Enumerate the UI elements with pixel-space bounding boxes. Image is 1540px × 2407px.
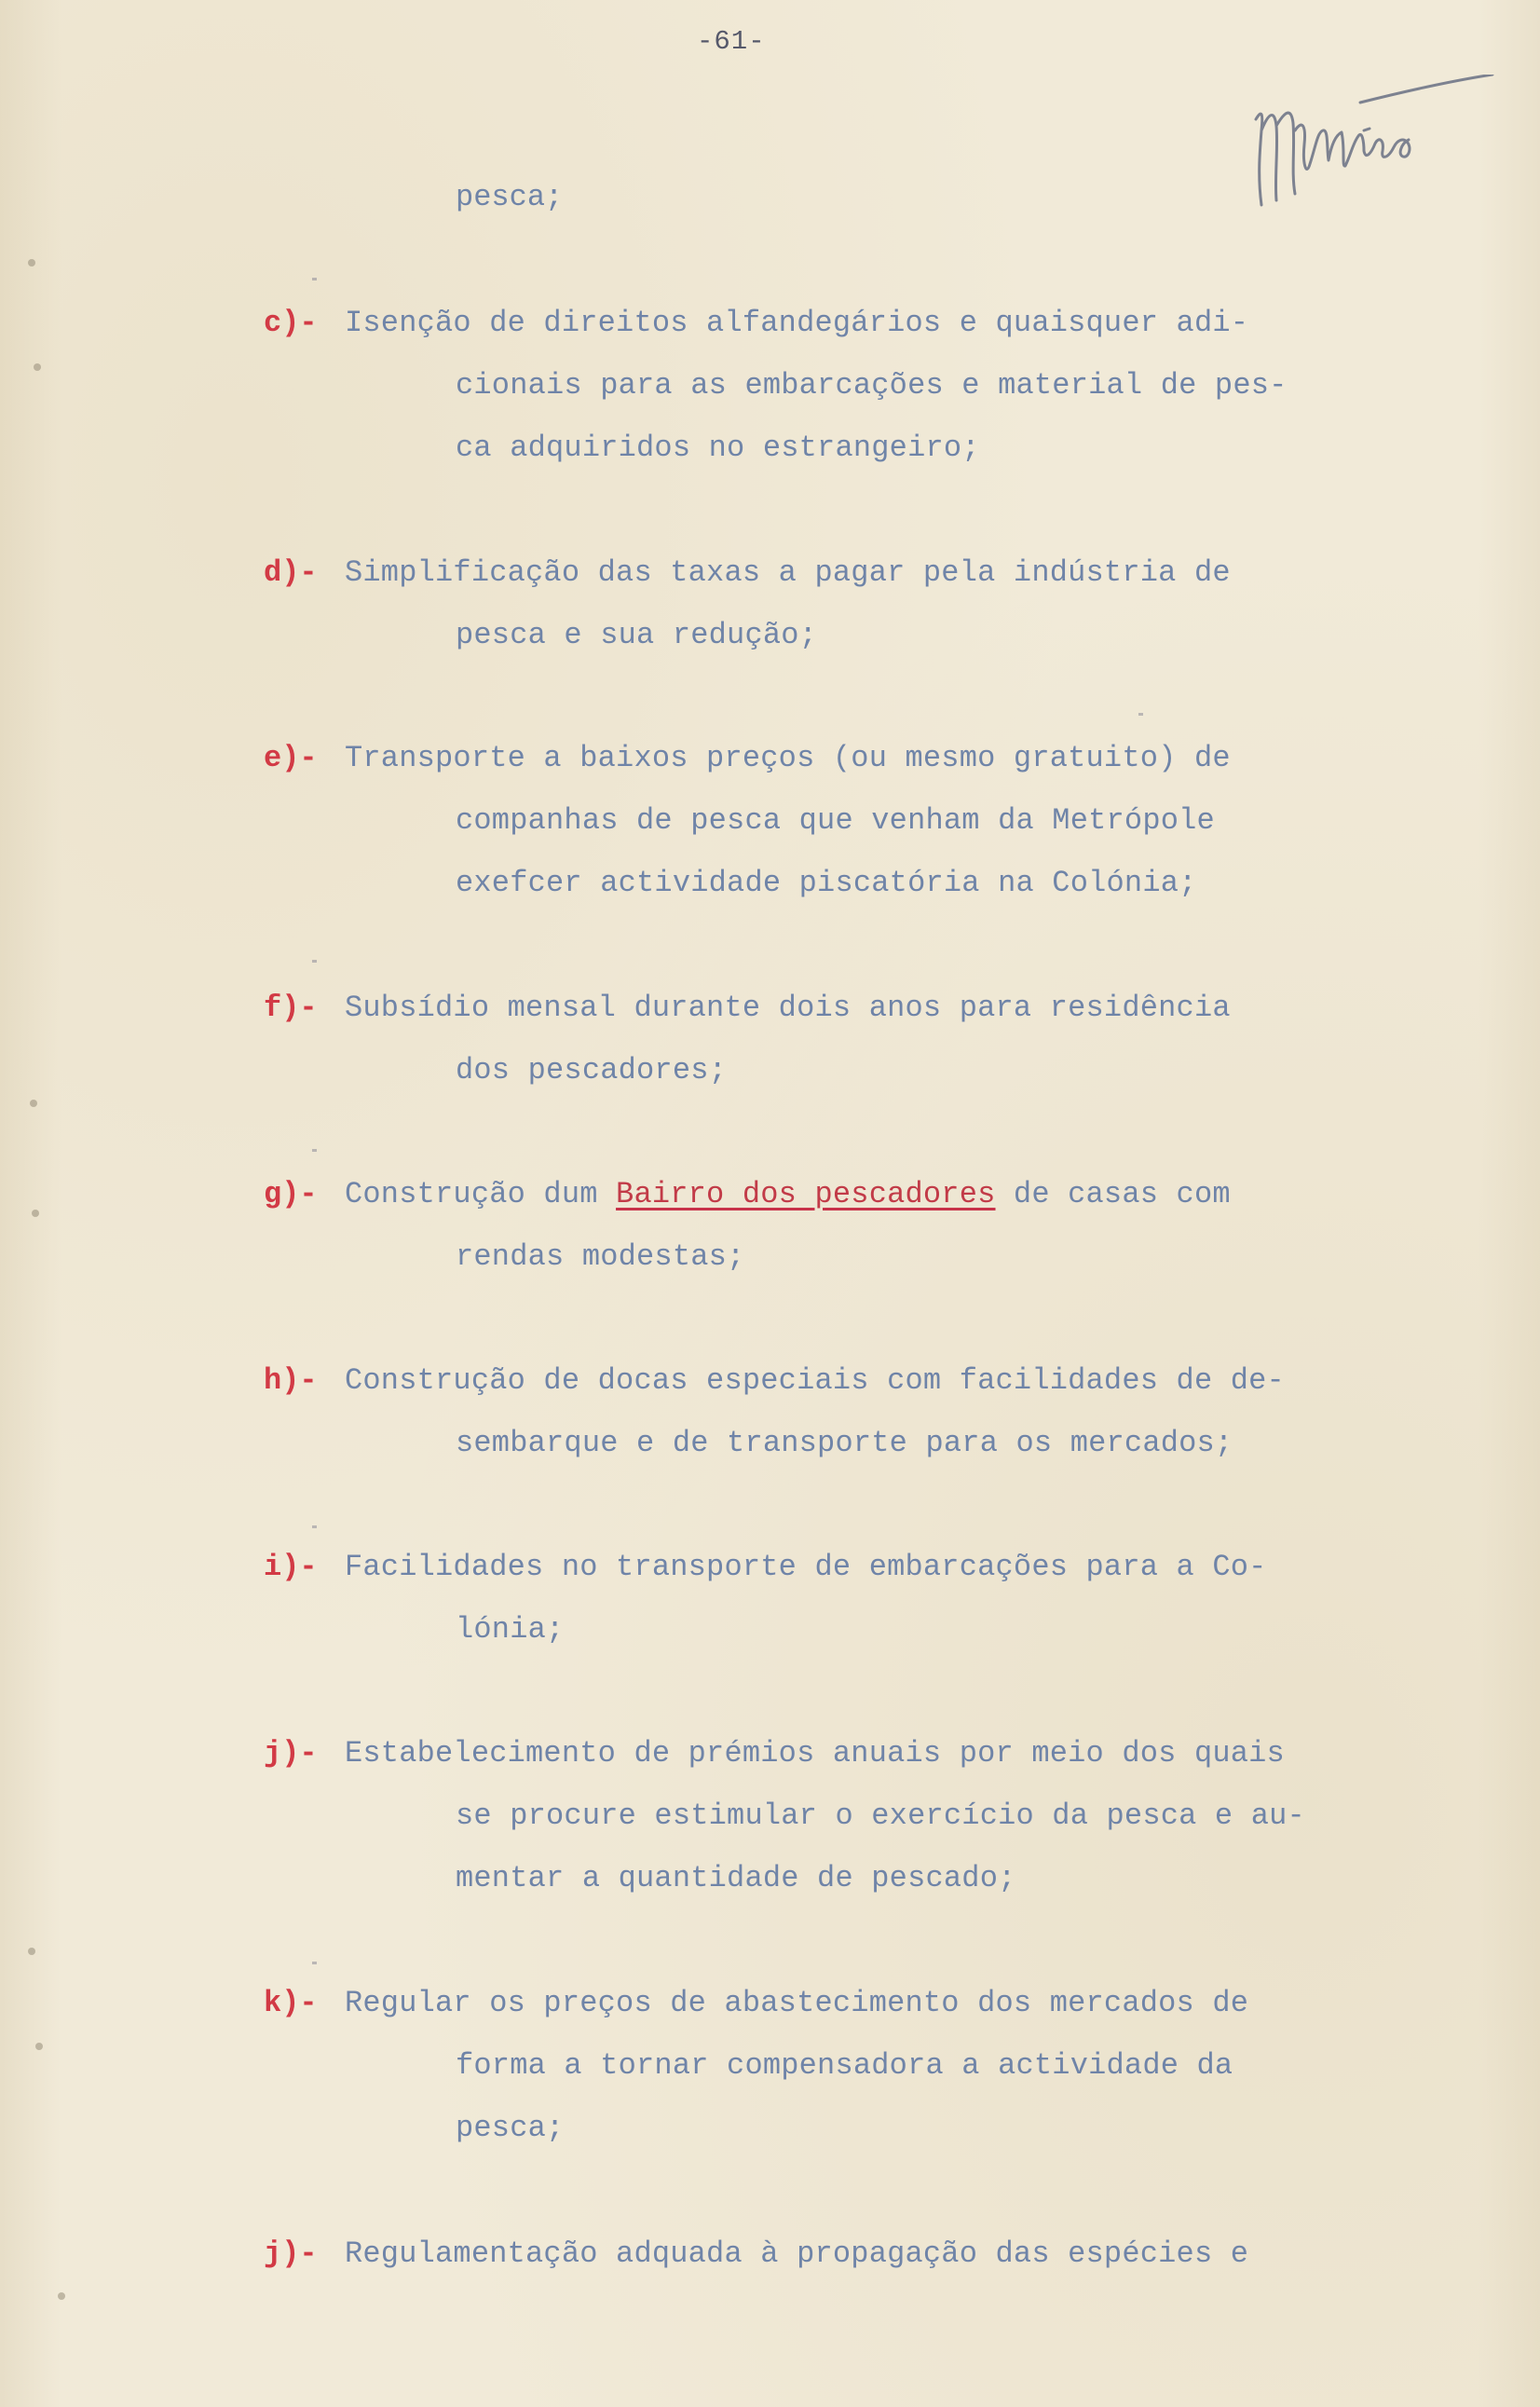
item-line: Estabelecimento de prémios anuais por meio dos quais xyxy=(345,1736,1285,1771)
paper-speck xyxy=(312,1962,317,1964)
item-marker: h)- xyxy=(264,1363,318,1398)
item-line: Isenção de direitos alfandegários e quaisquer adi- xyxy=(345,306,1249,340)
item-line: Construção de docas especiais com facilidades de de- xyxy=(345,1363,1285,1398)
paper-speck xyxy=(312,960,317,963)
item-line: lónia; xyxy=(456,1612,565,1647)
item-text: de casas com xyxy=(995,1177,1231,1211)
item-line: companhas de pesca que venham da Metrópole xyxy=(456,803,1215,838)
binding-hole xyxy=(34,363,41,371)
item-marker: j)- xyxy=(264,1736,318,1771)
item-marker: g)- xyxy=(264,1177,318,1211)
item-line: mentar a quantidade de pescado; xyxy=(456,1861,1016,1895)
binding-hole xyxy=(30,1100,37,1107)
item-line: pesca e sua redução; xyxy=(456,618,818,652)
item-line: Regulamentação adquada à propagação das espécies e xyxy=(345,2236,1249,2271)
item-line: cionais para as embarcações e material de pes- xyxy=(456,368,1288,403)
page-number: -61- xyxy=(697,26,766,57)
signature xyxy=(1248,75,1500,224)
binding-hole xyxy=(58,2292,65,2300)
binding-hole xyxy=(35,2043,43,2050)
paper-speck xyxy=(312,278,317,280)
item-line: forma a tornar compensadora a actividade da xyxy=(456,2048,1233,2083)
binding-hole xyxy=(32,1210,39,1217)
item-line: Regular os preços de abastecimento dos mercados de xyxy=(345,1986,1249,2020)
item-line xyxy=(345,1177,1231,1211)
item-marker: k)- xyxy=(264,1986,318,2020)
underlined-phrase: Bairro dos pescadores xyxy=(616,1177,996,1211)
item-line: exefcer actividade piscatória na Colónia; xyxy=(456,866,1197,900)
item-marker: c)- xyxy=(264,306,318,340)
item-line: rendas modestas; xyxy=(456,1239,745,1274)
item-text: Construção dum xyxy=(345,1177,617,1211)
binding-hole xyxy=(28,259,35,267)
item-line: Subsídio mensal durante dois anos para residência xyxy=(345,991,1231,1025)
paper-speck xyxy=(312,1149,317,1152)
item-line: Facilidades no transporte de embarcações para a Co- xyxy=(345,1550,1267,1584)
item-line: ca adquiridos no estrangeiro; xyxy=(456,431,980,465)
item-marker: j)- xyxy=(264,2236,318,2271)
binding-hole xyxy=(28,1948,35,1955)
item-marker: f)- xyxy=(264,991,318,1025)
item-marker: i)- xyxy=(264,1550,318,1584)
item-marker: e)- xyxy=(264,741,318,775)
item-line: se procure estimular o exercício da pesca e au- xyxy=(456,1798,1305,1833)
item-line: pesca; xyxy=(456,2111,565,2145)
item-line: Simplificação das taxas a pagar pela indústria de xyxy=(345,555,1231,590)
paper-speck xyxy=(312,1525,317,1528)
continuation-text: pesca; xyxy=(456,180,564,214)
item-marker: d)- xyxy=(264,555,318,590)
item-line: sembarque e de transporte para os mercados; xyxy=(456,1426,1233,1460)
item-line: dos pescadores; xyxy=(456,1053,728,1087)
item-line: Transporte a baixos preços (ou mesmo gratuito) de xyxy=(345,741,1231,775)
paper-speck xyxy=(1138,713,1143,716)
